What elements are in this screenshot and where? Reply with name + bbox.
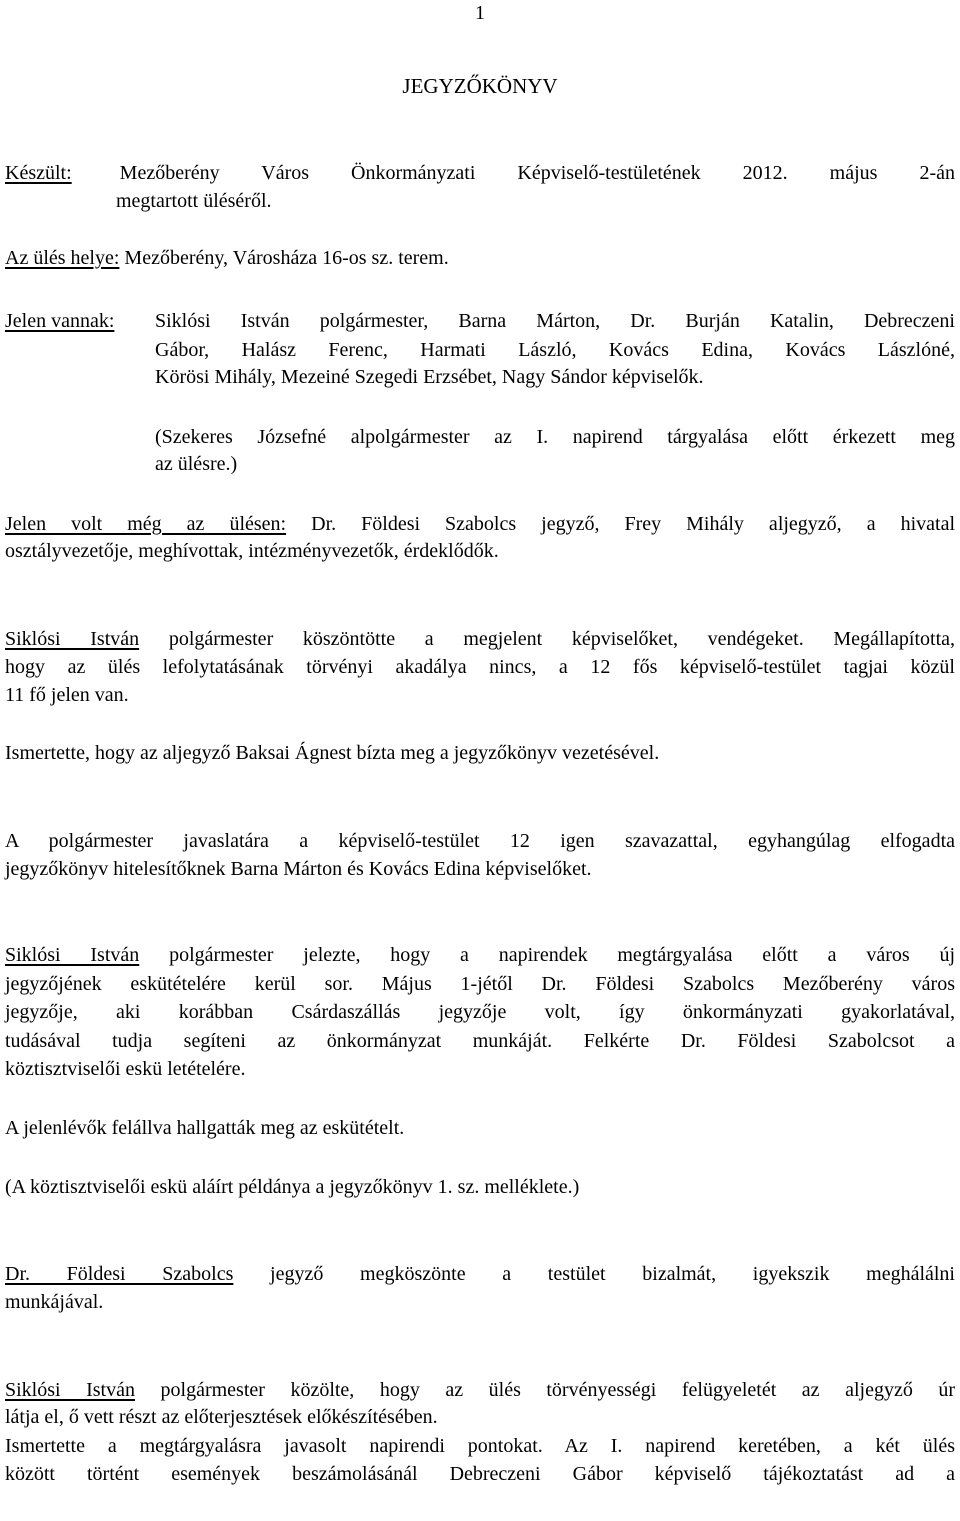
koszontotte-line-1: Siklósi István polgármester köszöntötte a megjelent képviselőket, vendégeket. Megállapította, [5, 628, 956, 650]
koszontotte-line-2: hogy az ülés lefolytatásának törvényi akadálya nincs, a 12 fős képviselő-testület tagjai közül [5, 656, 955, 678]
document-title: JEGYZŐKÖNYV [402, 74, 558, 98]
jelenlevok-line: A jelenlévők felállva hallgatták meg az eskütételt. [5, 1117, 405, 1139]
page-number: 1 [475, 2, 485, 24]
jelezte-line-3: jegyzője, aki korábban Csárdaszállás jegyzője volt, így önkormányzati gyakorlatával, [5, 1001, 955, 1023]
javaslat-line-2: jegyzőkönyv hitelesítőknek Barna Márton és Kovács Edina képviselőket. [5, 858, 592, 880]
kozolte-line-4: között történt események beszámolásánál Debreczeni Gábor képviselő tájékoztatást ad a [5, 1463, 955, 1485]
melleklet-line: (A köztisztviselői eskü aláírt példánya a jegyzőkönyv 1. sz. melléklete.) [5, 1176, 580, 1198]
keszult-line-1: Készült: Mezőberény Város Önkormányzati Képviselő-testületének 2012. május 2-án [5, 162, 955, 184]
siklosi-name-3: Siklósi István [5, 1379, 135, 1401]
szekeres-line-1: (Szekeres Józsefné alpolgármester az I. napirend tárgyalása előtt érkezett meg [155, 426, 955, 448]
jelen-volt-line-1: Jelen volt még az ülésen: Dr. Földesi Szabolcs jegyző, Frey Mihály aljegyző, a hivatal [5, 513, 956, 535]
koszontotte-line-3: 11 fő jelen van. [5, 684, 129, 706]
helye-line: Az ülés helye: Mezőberény, Városháza 16-os sz. terem. [5, 247, 449, 269]
jelen-volt-label: Jelen volt még az ülésen: [5, 513, 287, 535]
jelezte-line-5: köztisztviselői eskü letételére. [5, 1058, 246, 1080]
ismertette-line: Ismertette, hogy az aljegyző Baksai Ágnest bízta meg a jegyzőkönyv vezetésével. [5, 742, 660, 764]
siklosi-name-2: Siklósi István [5, 944, 140, 966]
jelen-line-3: Körösi Mihály, Mezeiné Szegedi Erzsébet, Nagy Sándor képviselők. [155, 366, 704, 388]
jelen-line-1: Siklósi István polgármester, Barna Márton, Dr. Burján Katalin, Debreczeni [155, 310, 955, 332]
jelezte-line-4: tudásával tudja segíteni az önkormányzat munkáját. Felkérte Dr. Földesi Szabolcsot a [5, 1030, 955, 1052]
keszult-label: Készült: [5, 162, 72, 184]
kozolte-line-1: Siklósi István polgármester közölte, hogy az ülés törvényességi felügyeletét az aljegyző úr [5, 1379, 956, 1401]
megkoszonte-line-1: Dr. Földesi Szabolcs jegyző megköszönte a testület bizalmát, igyekszik meghálálni [5, 1263, 955, 1285]
kozolte-line-3: Ismertette a megtárgyalásra javasolt napirendi pontokat. Az I. napirend keretében, a két ülés [5, 1435, 955, 1457]
jelezte-line-2: jegyzőjének eskütételére kerül sor. Május 1-jétől Dr. Földesi Szabolcs Mezőberény város [5, 973, 955, 995]
keszult-line-2: megtartott üléséről. [116, 190, 272, 212]
jelezte-line-1: Siklósi István polgármester jelezte, hogy a napirendek megtárgyalása előtt a város új [5, 944, 956, 966]
javaslat-line-1: A polgármester javaslatára a képviselő-testület 12 igen szavazattal, egyhangúlag elfogadta [5, 830, 955, 852]
siklosi-name-1: Siklósi István [5, 628, 140, 650]
helye-label: Az ülés helye: [5, 247, 120, 269]
foldesi-name: Dr. Földesi Szabolcs [5, 1263, 234, 1285]
megkoszonte-line-2: munkájával. [5, 1291, 104, 1313]
szekeres-line-2: az ülésre.) [155, 453, 238, 475]
jelen-label: Jelen vannak: [5, 310, 115, 332]
jelen-line-2: Gábor, Halász Ferenc, Harmati László, Kovács Edina, Kovács Lászlóné, [155, 339, 955, 361]
jelen-volt-line-2: osztályvezetője, meghívottak, intézményvezetők, érdeklődők. [5, 540, 499, 562]
kozolte-line-2: látja el, ő vett részt az előterjesztések előkészítésében. [5, 1406, 438, 1428]
